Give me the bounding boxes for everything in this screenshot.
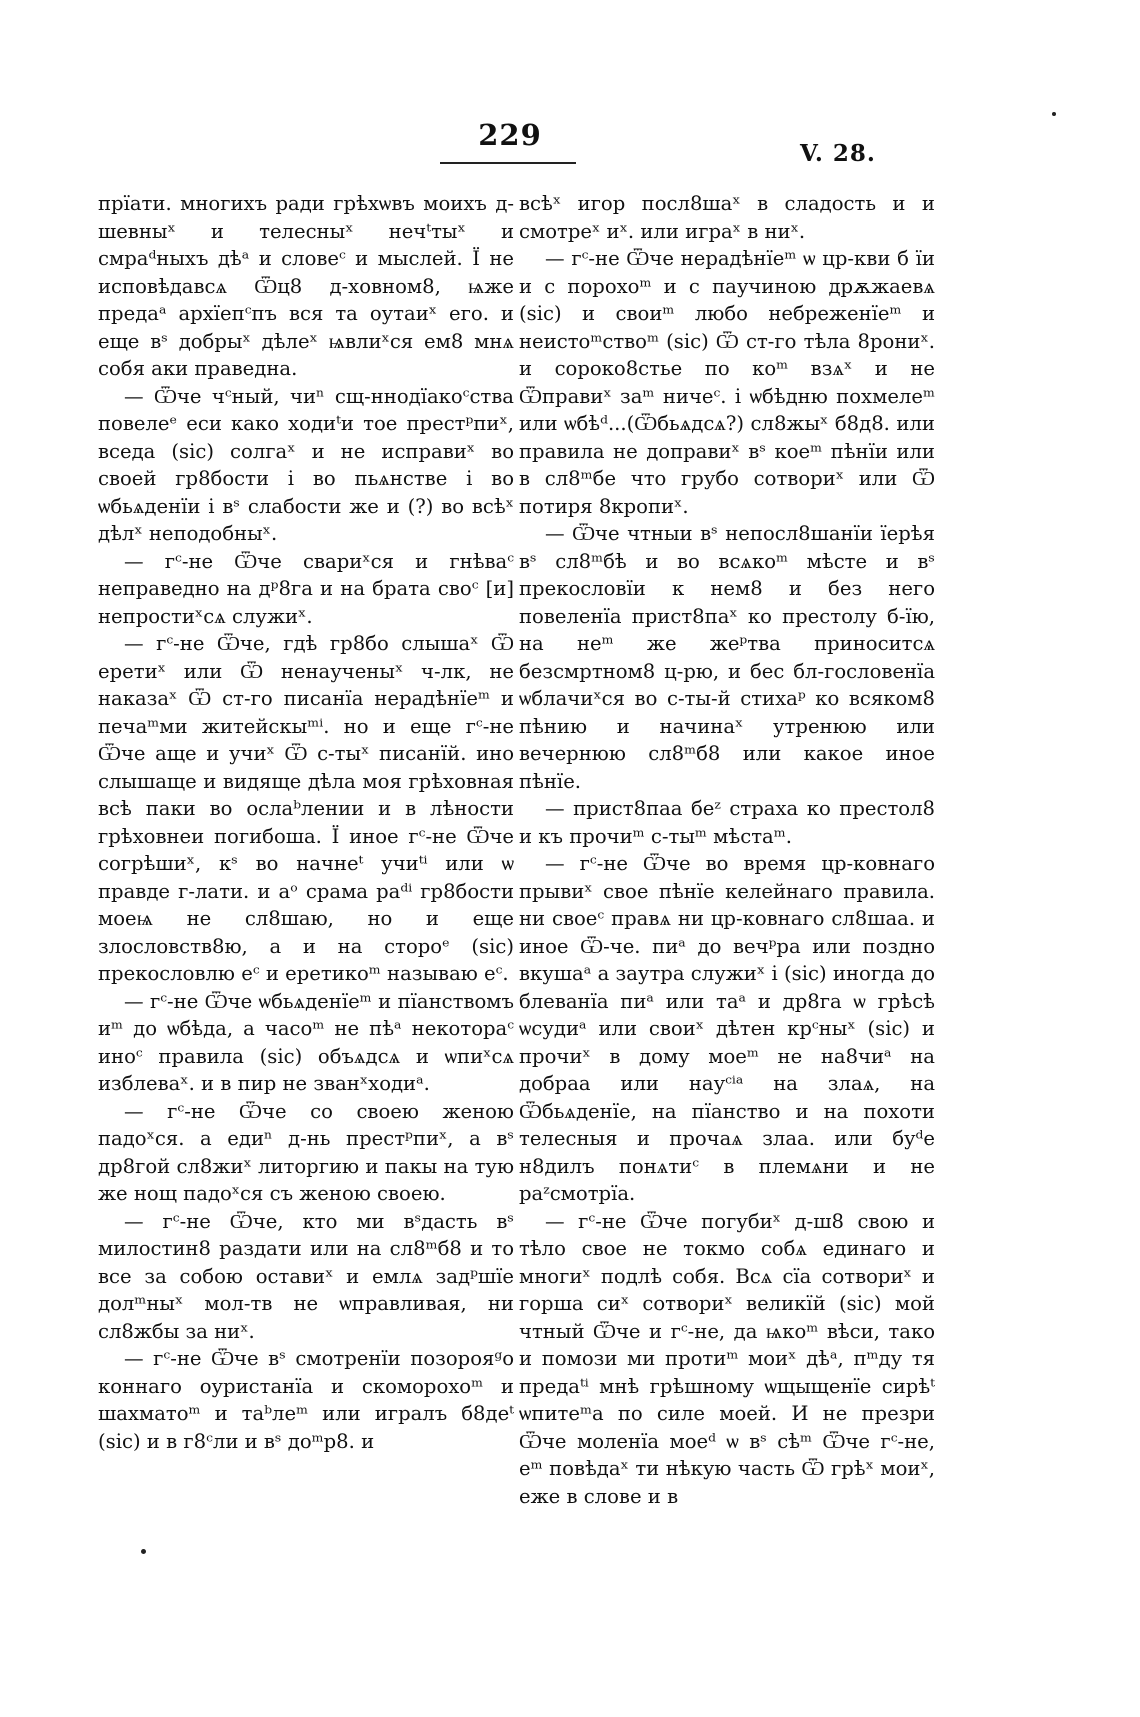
left-paragraph-8: — гᶜ-не Ѿче вˢ смотренїи позорояᵍо коннаго оуристанїа и скоморохоᵐ и шахматоᵐ и таᵇлеᵐ или игралъ б8деᵗ (sic) и в г8ᶜли и вˢ доᵐр8. и bbox=[98, 1347, 514, 1453]
left-paragraph-7: — гᶜ-не Ѿче, кто ми вˢдасть вˢ милостин8 раздати или на сл8ᵐб8 и то все за собою оставиˣ и емлѧ задᵖшїе долᵐныˣ мол-тв не ѡправливая, ни сл8жбы за ниˣ. bbox=[98, 1209, 514, 1343]
left-column bbox=[98, 190, 514, 1455]
right-paragraph-3: — Ѿче чтныи вˢ непосл8шанїи їерѣя вˢ сл8ᵐбѣ и во всѧкоᵐ мѣсте и вˢ прекословїи к нем8 и без него повеленїа прист8паˣ ко престолу б-їю, на неᵐ же жеᵖтва приноситсѧ безсмртном8 ц-рю, и бес бл-гословенїа ѡблачиˣся во с-ты-й стихаᵖ ко всяком8 пѣнию и начинаˣ утренюю или вечернюю сл8ᵐб8 или какое иное пѣнїе. bbox=[519, 522, 935, 793]
right-paragraph-5: — гᶜ-не Ѿче во время цр-ковнаго прывиˣ свое пѣнїе келейнаго правила. ни своеᶜ правѧ ни цр-ковнаго сл8шаа. и иное Ѿ-че. пиᵃ до вечᵖра или поздно вкушаᵃ а заутра служиˣ і (sic) иногда до блеванїа пиᵃ или таᵃ и др8га ѡ грѣсѣ ѡсудиᵃ или своиˣ дѣтен крᶜныˣ (sic) и прочиˣ в дому моеᵐ не на8чиᵃ на добраа или науᶜⁱᵃ на злаѧ, на Ѿбьѧденїе, на пїанство и на похоти телесныя и прочаѧ злаа. или буᵈе н8дилъ понѧтиᶜ в племѧни и не раᶻсмотрїа. bbox=[519, 852, 935, 1205]
right-column bbox=[519, 190, 935, 1510]
header-rule bbox=[440, 162, 576, 164]
right-paragraph-4: — прист8паа беᶻ страха ко престол8 и къ прочиᵐ с-тыᵐ мѣстаᵐ. bbox=[519, 797, 935, 848]
right-paragraph-2: — гᶜ-не Ѿче нерадѣнїеᵐ ѡ цр-кви б ïи и с порохоᵐ и с паучиною дрѫжаевѧ (sic) и своиᵐ любо небреженїеᵐ и неистоᵐствоᵐ (sic) Ѿ ст-го тѣла 8рониˣ. и сороко8стье по коᵐ взѧˣ и не Ѿправиˣ заᵐ ничеᶜ. і ѡбѣдню похмелеᵐ или ѡбѣᵈ...(Ѿбьѧдсѧ?) сл8жыˣ б8д8. или правила не доправиˣ вˢ коеᵐ пѣнїи или в сл8ᵐбе что грубо сотвориˣ или Ѿ потиря 8кропиˣ. bbox=[519, 247, 935, 518]
left-paragraph-6: — гᶜ-не Ѿче со своею женою падоˣся. а едиⁿ д-нь престᵖпиˣ, а вˢ др8гой сл8жиˣ литоргию и пакы на тую же нощ падоˣся съ женою своею. bbox=[98, 1099, 514, 1205]
right-paragraph-6: — гᶜ-не Ѿче погубиˣ д-ш8 свою и тѣло свое не токмо собѧ единаго и многиˣ подлѣ собя. Всѧ сїа сотвориˣ и горша сиˣ сотвориˣ великїй (sic) мой чтный Ѿче и гᶜ-не, да ѩкоᵐ вѣси, тако и помози ми протиᵐ моиˣ дѣᵃ, пᵐду тя предаᵗⁱ мнѣ грѣшному ѡщыщенїе сирѣᵗ ѡпитеᵐа по силе моей. И не презри Ѿче моленїа моеᵈ ѡ вˢ сѣᵐ Ѿче гᶜ-не, еᵐ повѣдаˣ ти нѣкую часть Ѿ грѣˣ моиˣ, еже в слове и в bbox=[519, 1209, 935, 1508]
ink-speck bbox=[141, 1549, 146, 1554]
left-paragraph-5: — гᶜ-не Ѿче ѡбьѧденїеᵐ и пїанствомъ иᵐ до ѡбѣда, а часоᵐ не пѣᵃ некотораᶜ иноᶜ правила (sic) объѧдсѧ и ѡпиˣсѧ изблеваˣ. и в пир не званˣходиᵃ. bbox=[98, 989, 514, 1095]
ink-speck bbox=[1052, 112, 1056, 116]
left-paragraph-4: — гᶜ-не Ѿче, гдѣ гр8бо слышаˣ Ѿ еретиˣ или Ѿ ненаученыˣ ч-лк, не наказаˣ Ѿ ст-го писанїа нерадѣнїеᵐ и печаᵐми житейскыᵐⁱ. но и еще гᶜ-не Ѿче аще и учиˣ Ѿ с-тыˣ писанїй. ино слышаще и видяще дѣла моя грѣховная всѣ паки во ослаᵇлении и в лѣности грѣховнеи погибоша. Ї иное гᶜ-не Ѿче согрѣшиˣ, кˢ во начнеᵗ учиᵗⁱ или ѡ правде г-лати. и аᵒ срама раᵈⁱ гр8бости моеѩ не сл8шаю, но и еще злословств8ю, а и на стороᵉ (sic) прекословлю еᶜ и еретикоᵐ называю еᶜ. bbox=[98, 632, 514, 985]
section-mark: V. 28. bbox=[800, 140, 876, 167]
left-paragraph-3: — гᶜ-не Ѿче свариˣся и гнѣваᶜ неправедно на дᵖ8га и на брата своᶜ [и] непростиˣсѧ служиˣ. bbox=[98, 549, 514, 628]
left-paragraph-2: — Ѿче чᶜный, чиⁿ сщ-ннодїакоᶜства повелеᵉ еси како ходиᵗи тое престᵖпиˣ, вседа (sic) солгаˣ и не исправиˣ во своей гр8бости і во пьѧнстве і во ѡбьѧденїи і вˢ слабости же и (?) во всѣˣ дѣлˣ неподобныˣ. bbox=[98, 384, 514, 545]
page-number: 229 bbox=[478, 118, 542, 152]
left-paragraph-1: прїати. многихъ ради грѣхѡвъ моихъ д-шевныˣ и телесныˣ нечᵗтыˣ и смраᵈныхъ дѣᵃ и словеᶜ и мыслей. Ї не исповѣдавсѧ Ѿц8 д-ховном8, ѩже предаᵃ архїепᶜпъ вся та оутаиˣ его. и еще вˢ добрыˣ дѣлеˣ ѩвлиˣся ем8 мнѧ собя аки праведна. bbox=[98, 192, 514, 380]
right-paragraph-1: всѣˣ игор посл8шаˣ в сладость и и смотреˣ иˣ. или играˣ в ниˣ. bbox=[519, 192, 935, 243]
